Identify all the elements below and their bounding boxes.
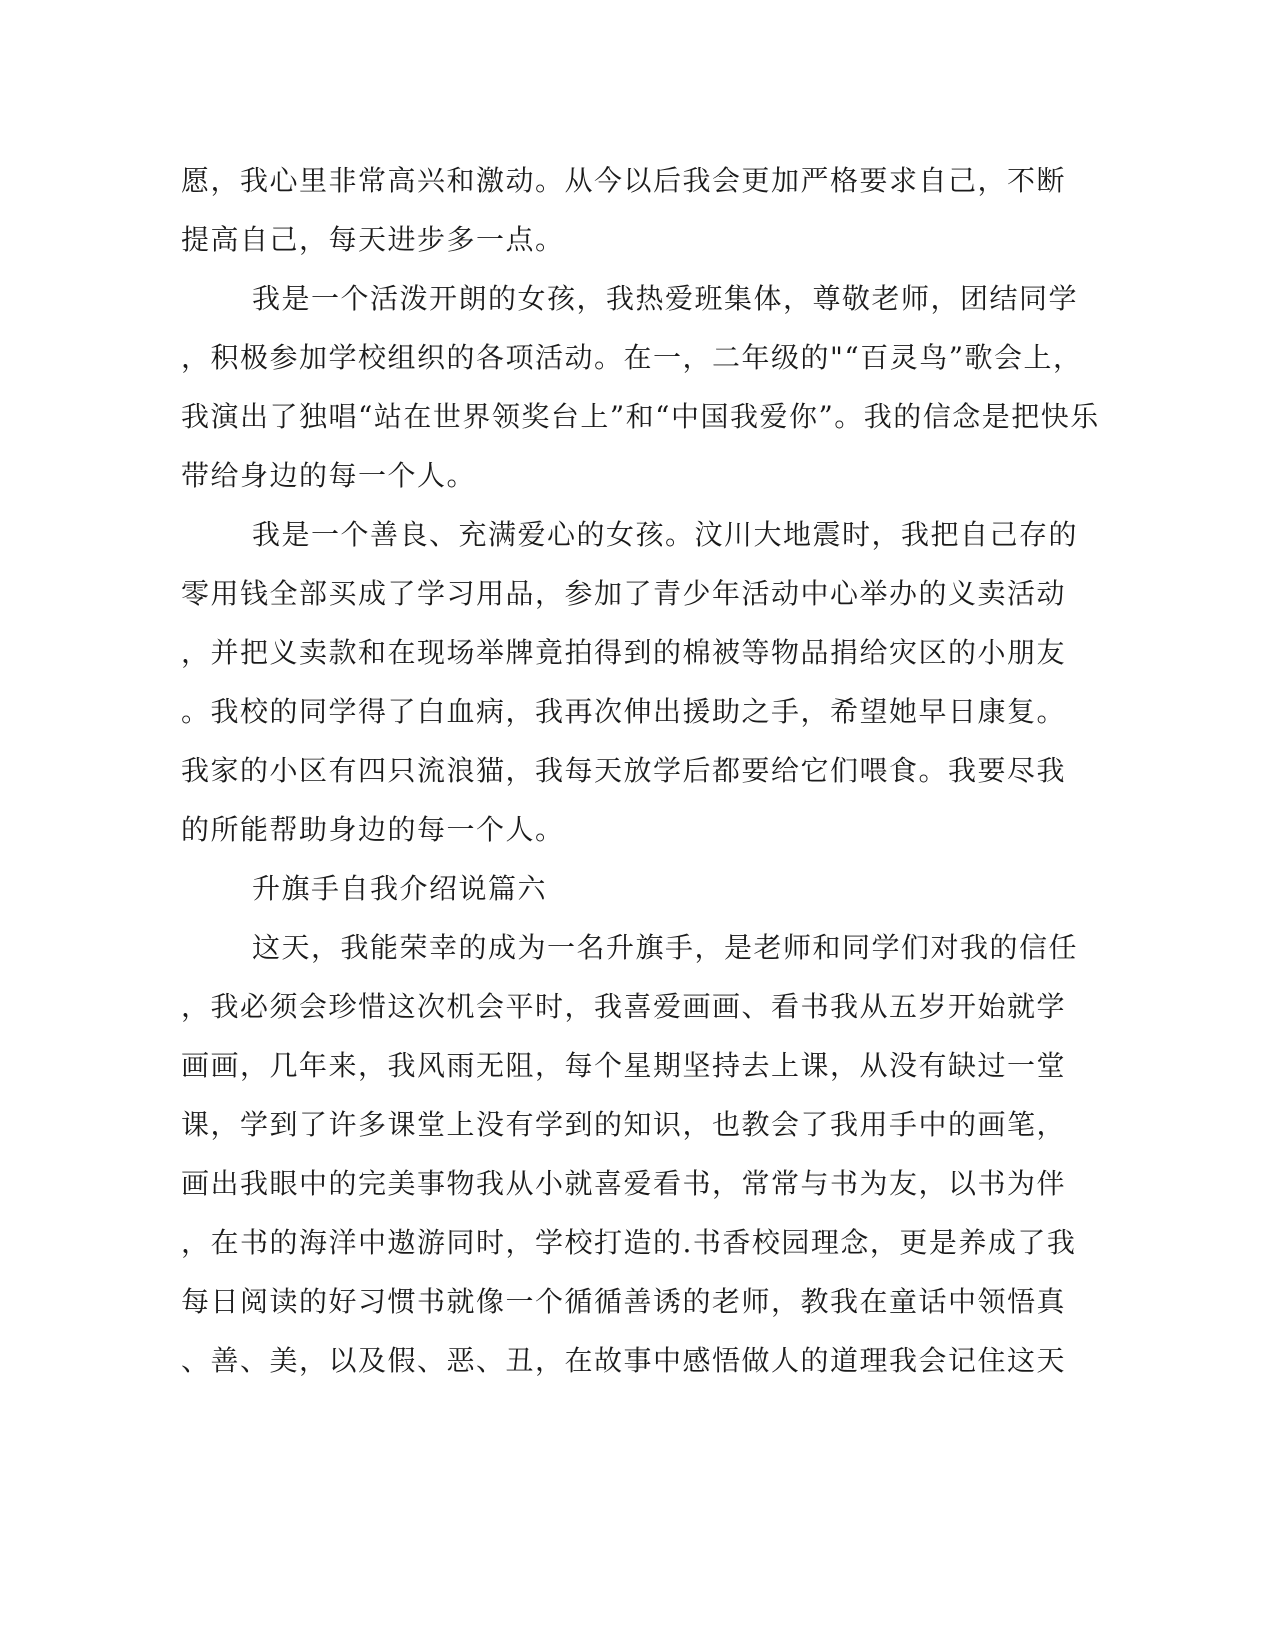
- text-line: ，我必须会珍惜这次机会平时，我喜爱画画、看书我从五岁开始就学: [181, 990, 1067, 1023]
- text-line: ，并把义卖款和在现场举牌竟拍得到的棉被等物品捐给灾区的小朋友: [181, 636, 1067, 669]
- paragraph-first-line: 这天，我能荣幸的成为一名升旗手，是老师和同学们对我的信任: [252, 931, 1079, 964]
- text-line: 带给身边的每一个人。: [181, 459, 477, 492]
- text-line: 每日阅读的好习惯书就像一个循循善诱的老师，教我在童话中领悟真: [181, 1285, 1067, 1318]
- text-line: 画出我眼中的完美事物我从小就喜爱看书，常常与书为友，以书为伴: [181, 1167, 1067, 1200]
- section-heading: 升旗手自我介绍说篇六: [252, 872, 548, 905]
- text-line: 零用钱全部买成了学习用品，参加了青少年活动中心举办的义卖活动: [181, 577, 1067, 610]
- text-line: 课，学到了许多课堂上没有学到的知识，也教会了我用手中的画笔，: [181, 1108, 1067, 1141]
- text-line: 我家的小区有四只流浪猫，我每天放学后都要给它们喂食。我要尽我: [181, 754, 1067, 787]
- text-line: ，在书的海洋中遨游同时，学校打造的.书香校园理念，更是养成了我: [181, 1226, 1077, 1259]
- paragraph-first-line: 我是一个活泼开朗的女孩，我热爱班集体，尊敬老师，团结同学: [252, 282, 1079, 315]
- text-line: 我演出了独唱“站在世界领奖台上”和“中国我爱你”。我的信念是把快乐: [181, 400, 1100, 433]
- text-line: 画画，几年来，我风雨无阻，每个星期坚持去上课，从没有缺过一堂: [181, 1049, 1067, 1082]
- text-line: 、善、美，以及假、恶、丑，在故事中感悟做人的道理我会记住这天: [181, 1344, 1067, 1377]
- text-line: ，积极参加学校组织的各项活动。在一，二年级的"“百灵鸟”歌会上，: [181, 341, 1083, 374]
- text-line: 提高自己，每天进步多一点。: [181, 223, 565, 256]
- paragraph-first-line: 我是一个善良、充满爱心的女孩。汶川大地震时，我把自己存的: [252, 518, 1079, 551]
- text-line: 的所能帮助身边的每一个人。: [181, 813, 565, 846]
- text-line: 愿，我心里非常高兴和激动。从今以后我会更加严格要求自己，不断: [181, 164, 1067, 197]
- text-line: 。我校的同学得了白血病，我再次伸出援助之手，希望她早日康复。: [181, 695, 1067, 728]
